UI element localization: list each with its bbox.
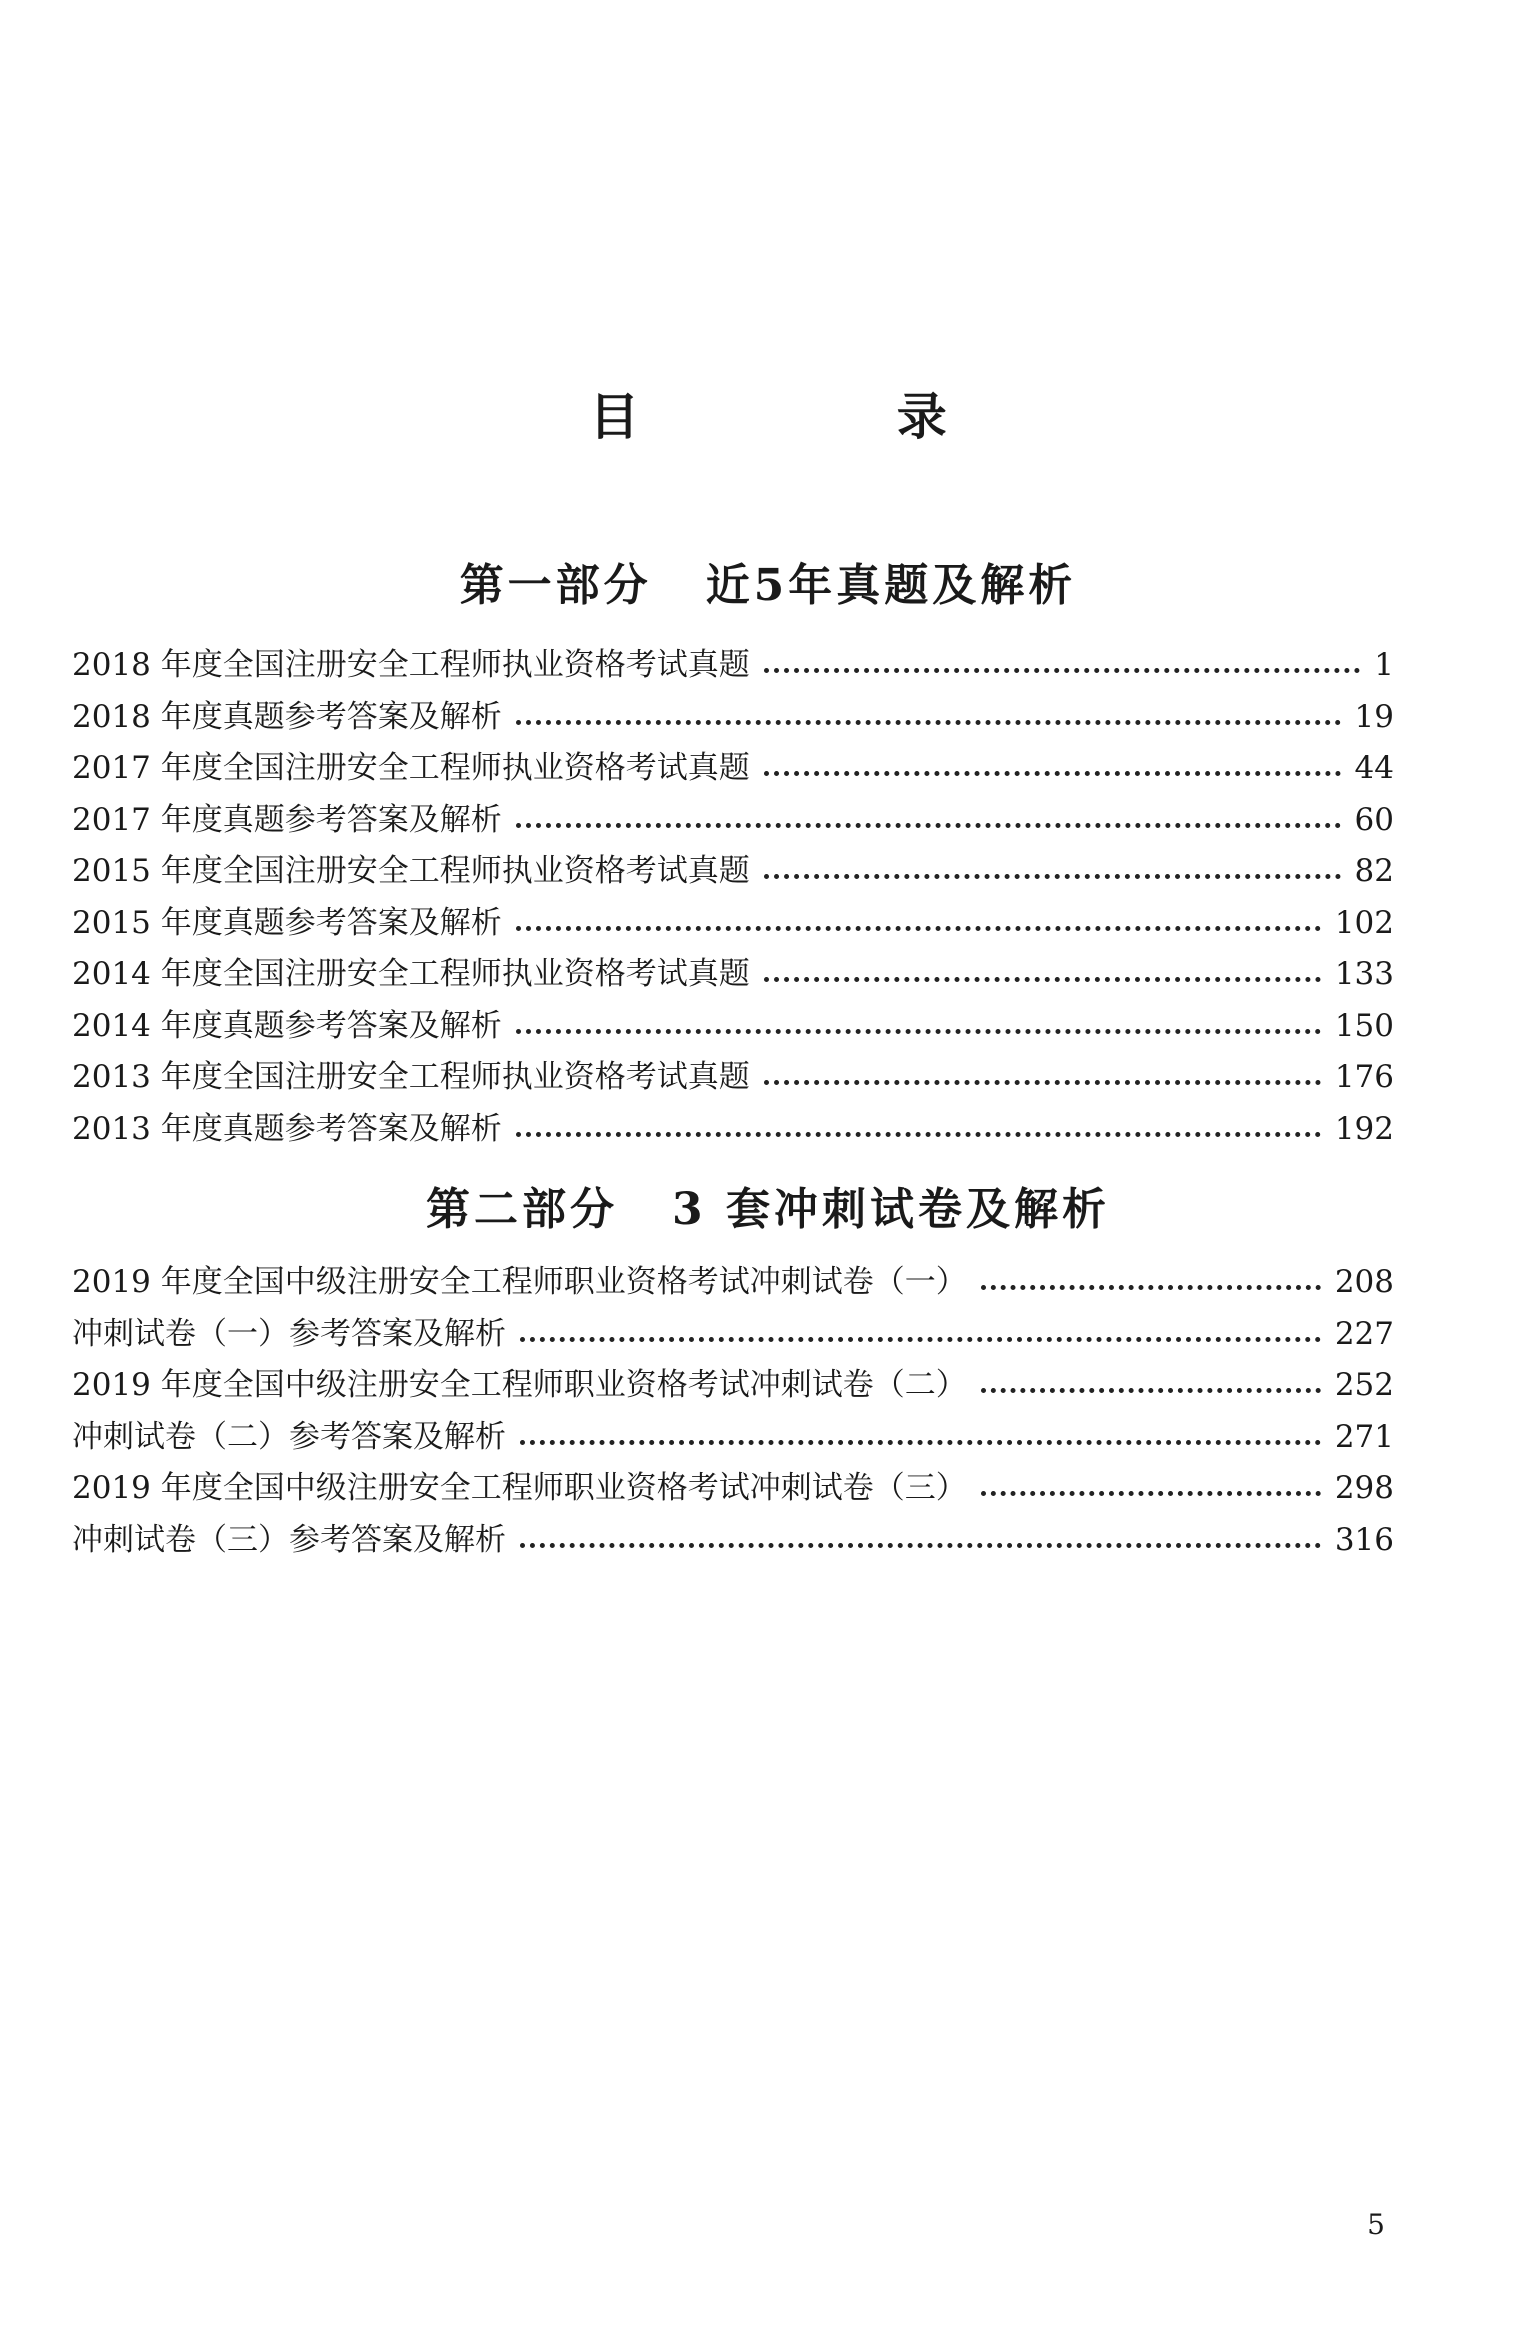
toc-entry-page: 227 (1334, 1315, 1394, 1352)
dot-leader (764, 977, 1321, 982)
toc-entry-text: 2013 年度全国注册安全工程师执业资格考试真题 (72, 1059, 750, 1095)
dot-leader (981, 1491, 1321, 1496)
toc-entry (72, 846, 1394, 898)
part1-number: 第一部分 (459, 560, 652, 611)
toc-entry-text: 2015 年度全国注册安全工程师执业资格考试真题 (72, 853, 750, 889)
toc-entry (72, 1001, 1394, 1053)
dot-leader (981, 1388, 1321, 1393)
part2-number: 第二部分 (426, 1184, 619, 1235)
part2-toc-list (72, 1257, 1394, 1566)
toc-entry (72, 692, 1394, 744)
toc-entry-text: 2018 年度真题参考答案及解析 (72, 698, 502, 735)
toc-entry (72, 1360, 1394, 1412)
toc-entry-text: 2014 年度全国注册安全工程师执业资格考试真题 (72, 956, 750, 992)
dot-leader (981, 1285, 1321, 1290)
toc-entry-text: 2019 年度全国中级注册安全工程师职业资格考试冲刺试卷（二） (72, 1367, 967, 1403)
page-title: 目 录 (589, 388, 1067, 446)
toc-entry (72, 949, 1394, 1001)
dot-leader (516, 926, 1321, 931)
part2-heading (0, 1180, 1536, 1240)
toc-entry (72, 1463, 1394, 1515)
toc-entry-text: 2019 年度全国中级注册安全工程师职业资格考试冲刺试卷（三） (72, 1470, 967, 1506)
toc-entry-text: 2014 年度真题参考答案及解析 (72, 1007, 502, 1044)
toc-entry-page: 208 (1334, 1264, 1394, 1300)
page-number: 5 (1367, 2208, 1385, 2241)
part1-heading (0, 556, 1536, 616)
toc-entry-page: 192 (1334, 1110, 1394, 1147)
dot-leader (764, 668, 1360, 673)
toc-entry (72, 1412, 1394, 1464)
dot-leader (520, 1337, 1321, 1342)
dot-leader (516, 720, 1341, 725)
dot-leader (516, 823, 1341, 828)
toc-entry-text: 冲刺试卷（一）参考答案及解析 (72, 1315, 506, 1352)
toc-entry-page: 1 (1374, 647, 1394, 683)
toc-entry (72, 1052, 1394, 1104)
toc-entry-text: 2019 年度全国中级注册安全工程师职业资格考试冲刺试卷（一） (72, 1264, 967, 1300)
part1-toc-list (72, 640, 1394, 1155)
part1-title: 近5年真题及解析 (705, 560, 1077, 611)
toc-entry-page: 252 (1334, 1367, 1394, 1403)
toc-entry-page: 176 (1334, 1059, 1394, 1095)
toc-entry-page: 150 (1334, 1007, 1394, 1044)
toc-entry-page: 82 (1354, 853, 1394, 889)
dot-leader (764, 1080, 1321, 1085)
toc-entry-page: 60 (1354, 801, 1394, 838)
toc-entry-page: 19 (1354, 698, 1394, 735)
toc-entry-text: 冲刺试卷（三）参考答案及解析 (72, 1521, 506, 1558)
dot-leader (764, 771, 1341, 776)
dot-leader (764, 874, 1341, 879)
toc-entry-page: 271 (1334, 1418, 1394, 1455)
toc-entry (72, 640, 1394, 692)
dot-leader (516, 1132, 1321, 1137)
toc-entry-text: 2017 年度全国注册安全工程师执业资格考试真题 (72, 750, 750, 786)
toc-entry-text: 2018 年度全国注册安全工程师执业资格考试真题 (72, 647, 750, 683)
toc-entry-page: 298 (1334, 1470, 1394, 1506)
toc-entry-page: 44 (1354, 750, 1394, 786)
toc-entry-text: 2017 年度真题参考答案及解析 (72, 801, 502, 838)
toc-entry-text: 冲刺试卷（二）参考答案及解析 (72, 1418, 506, 1455)
toc-entry-page: 102 (1334, 904, 1394, 941)
toc-entry-page: 133 (1334, 956, 1394, 992)
toc-entry-text: 2013 年度真题参考答案及解析 (72, 1110, 502, 1147)
toc-entry (72, 898, 1394, 950)
part2-title: 3 套冲刺试卷及解析 (672, 1184, 1110, 1235)
dot-leader (520, 1440, 1321, 1445)
toc-entry (72, 1309, 1394, 1361)
toc-entry (72, 1257, 1394, 1309)
toc-entry-text: 2015 年度真题参考答案及解析 (72, 904, 502, 941)
toc-entry (72, 1104, 1394, 1156)
toc-entry (72, 795, 1394, 847)
toc-entry (72, 1515, 1394, 1567)
toc-entry (72, 743, 1394, 795)
dot-leader (516, 1029, 1321, 1034)
toc-entry-page: 316 (1334, 1521, 1394, 1558)
dot-leader (520, 1543, 1321, 1548)
